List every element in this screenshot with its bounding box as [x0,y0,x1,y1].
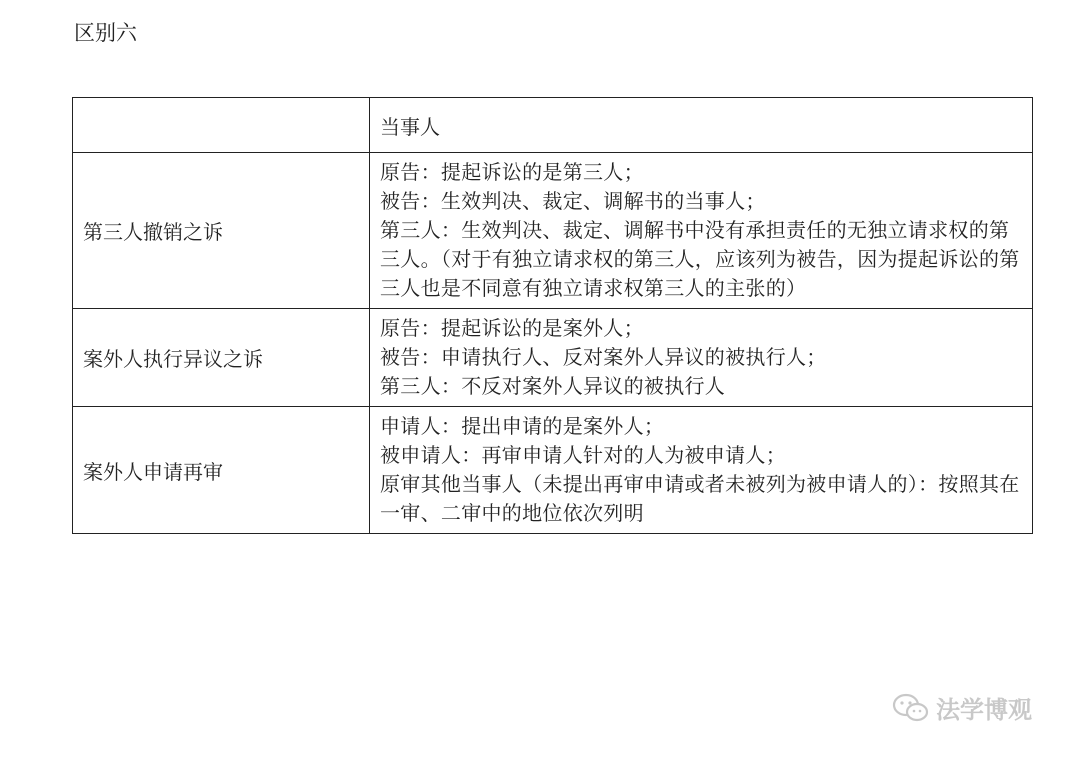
content-line: 第三人：不反对案外人异议的被执行人 [380,374,726,398]
row-content [370,407,1033,534]
row-label: 案外人执行异议之诉 [73,309,370,407]
content-line: 被告：生效判决、裁定、调解书的当事人； [380,189,766,213]
row-content [370,153,1033,309]
content-line: 被告：申请执行人、反对案外人异议的被执行人； [380,345,827,369]
table-header-row [73,98,1033,153]
header-cell-party: 当事人 [370,98,1033,153]
section-heading: 区别六 [74,21,137,45]
watermark [892,690,1032,725]
content-line: 原告：提起诉讼的是案外人； [380,316,644,340]
content-line: 原审其他当事人（未提出再审申请或者未被列为被申请人的）：按照其在一审、二审中的地位依次列明 [380,472,1020,525]
content-line: 被申请人：再审申请人针对的人为被申请人； [380,443,786,467]
content-line: 原告：提起诉讼的是第三人； [380,160,644,184]
row-label: 案外人申请再审 [73,407,370,534]
watermark-text: 法学博观 [936,696,1032,724]
table-row [73,407,1033,534]
table-row [73,309,1033,407]
row-content [370,309,1033,407]
table-row [73,153,1033,309]
content-line: 第三人：生效判决、裁定、调解书中没有承担责任的无独立请求权的第三人。（对于有独立请求权的第三人，应该列为被告，因为提起诉讼的第三人也是不同意有独立请求权第三人的主张的） [380,218,1020,300]
comparison-table [72,97,1033,534]
header-cell-empty [73,98,370,153]
wechat-icon [892,693,930,723]
content-line: 申请人：提出申请的是案外人； [380,414,665,438]
row-label: 第三人撤销之诉 [73,153,370,309]
